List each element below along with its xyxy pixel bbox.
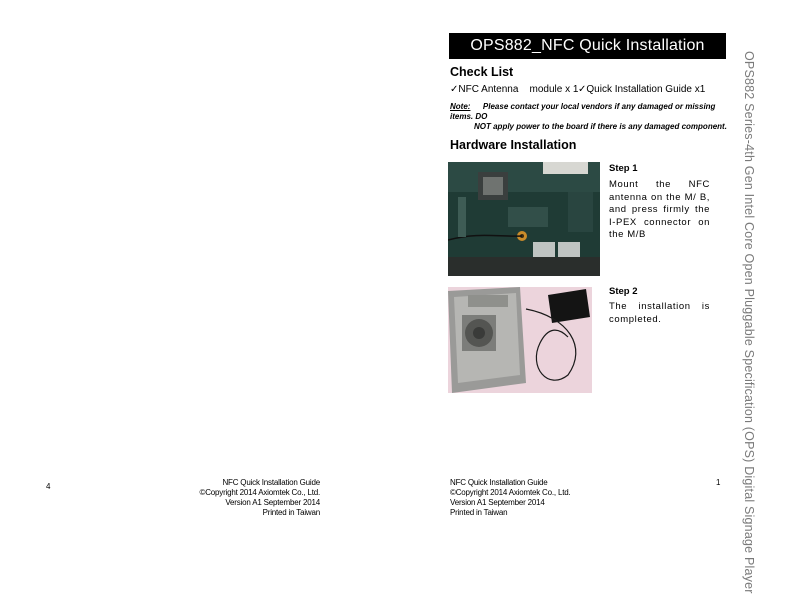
checklist-item-guide: ✓Quick Installation Guide x1 xyxy=(578,84,706,95)
right-footer-line3: Version A1 September 2014 xyxy=(450,498,545,507)
right-page-number: 1 xyxy=(716,478,721,487)
checklist-item-antenna: ✓NFC Antenna module x 1 xyxy=(450,84,579,95)
step2-text: The installation is completed. xyxy=(609,301,710,325)
note-label: Note: xyxy=(450,102,471,111)
hardware-heading: Hardware Installation xyxy=(450,138,577,152)
left-footer xyxy=(180,478,320,518)
step1-text: Mount the NFC antenna on the M/ B, and press firmly the I-PEX connector on the M/B xyxy=(609,179,710,240)
checklist-heading: Check List xyxy=(450,65,514,79)
side-series-title: OPS882 Series-4th Gen Intel Core Open Pluggable Specification (OPS) Digital Signage Player xyxy=(742,51,756,594)
right-footer xyxy=(450,478,600,518)
step1-photo xyxy=(448,162,600,276)
note-line1 xyxy=(450,102,740,122)
left-footer-line1: NFC Quick Installation Guide xyxy=(222,478,320,487)
right-footer-line4: Printed in Taiwan xyxy=(450,508,508,517)
step1-heading: Step 1 xyxy=(609,163,638,174)
left-footer-line4: Printed in Taiwan xyxy=(262,508,320,517)
step2-photo xyxy=(448,287,592,393)
left-footer-line2: ©Copyright 2014 Axiomtek Co., Ltd. xyxy=(199,488,320,497)
right-footer-line2: ©Copyright 2014 Axiomtek Co., Ltd. xyxy=(450,488,571,497)
step2-heading: Step 2 xyxy=(609,286,638,297)
note xyxy=(450,102,740,132)
note-text-line2: NOT apply power to the board if there is any damaged component. xyxy=(474,122,727,131)
left-page-number: 4 xyxy=(46,482,51,491)
right-footer-line1: NFC Quick Installation Guide xyxy=(450,478,548,487)
note-text-line1: Please contact your local vendors if any damaged or missing items. DO xyxy=(450,102,716,121)
document-title: OPS882_NFC Quick Installation Guide xyxy=(449,33,726,59)
left-footer-line3: Version A1 September 2014 xyxy=(225,498,320,507)
